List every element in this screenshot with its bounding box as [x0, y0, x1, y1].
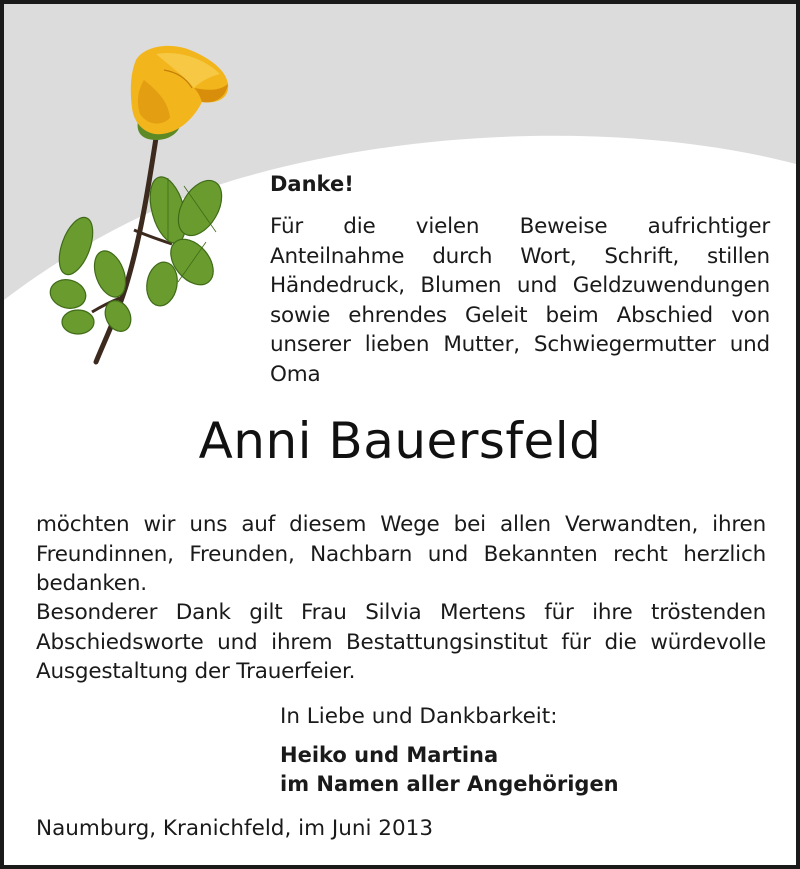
yellow-rose-icon [44, 40, 244, 366]
deceased-name: Anni Bauersfeld [198, 412, 602, 470]
closing-line: In Liebe und Dankbarkeit: [280, 704, 558, 729]
thanks-paragraph: möchten wir uns auf diesem Wege bei allen Verwandten, ihren Freundinnen, Freunden, Nachbarn und Bekannten recht herzlich bedanken. [36, 512, 766, 596]
thanks-intro-text: Für die vielen Beweise aufrichtiger Anteilnahme durch Wort, Schrift, stillen Händedruck, Blumen und Geldzuwendungen sowie ehrendes Geleit beim Abschied von unserer lieben Mutter, Schwiegermutter und Oma [270, 214, 770, 387]
place-and-date: Naumburg, Kranichfeld, im Juni 2013 [36, 816, 433, 841]
special-thanks-paragraph: Besonderer Dank gilt Frau Silvia Mertens für ihre tröstenden Abschiedsworte und ihrem Bestattungsinstitut für die würdevolle Ausgestaltung der Trauerfeier. [36, 600, 766, 684]
thanks-heading: Danke! [270, 172, 354, 196]
signatories [280, 741, 619, 799]
signatory-line: Heiko und Martina [280, 743, 499, 767]
signatory-line: im Namen aller Angehörigen [280, 772, 619, 796]
